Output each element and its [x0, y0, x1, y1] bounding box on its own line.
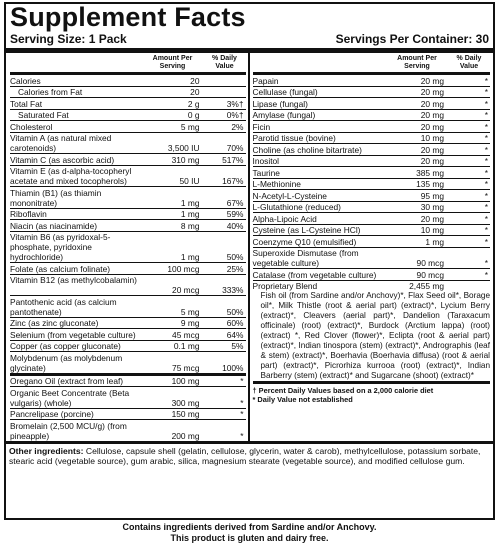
nutrient-row	[253, 212, 491, 224]
nutrient-name: Alpha-Lipoic Acid	[252, 213, 317, 224]
nutrient-row	[253, 189, 491, 201]
right-nutrient-list	[253, 75, 491, 280]
nutrient-row	[10, 231, 246, 263]
nutrient-name: N-Acetyl-L-Cysteine	[252, 190, 327, 201]
nutrient-daily-value: 333%	[222, 285, 244, 295]
nutrient-daily-value: 0%†	[226, 110, 244, 120]
nutrient-daily-value	[204, 75, 246, 86]
nutrient-name: Inositol	[252, 156, 280, 166]
nutrient-daily-value: 64%	[226, 329, 244, 340]
nutrient-daily-value: *	[240, 397, 244, 408]
nutrient-daily-value: *	[240, 409, 244, 419]
nutrient-amount: 3,500 IU	[167, 143, 200, 153]
nutrient-daily-value: 59%	[226, 209, 244, 219]
nutrient-daily-value: *	[484, 75, 488, 86]
nutrient-daily-value: 50%	[226, 252, 244, 262]
nutrient-row	[253, 75, 491, 86]
footer-statement	[4, 522, 495, 544]
nutrient-row	[253, 109, 491, 121]
nutrient-name: Pancrelipase (porcine)	[10, 409, 94, 419]
nutrient-amount: 9 mg	[180, 318, 200, 328]
nutrient-name: Ficin	[252, 121, 271, 132]
left-nutrient-list	[10, 75, 246, 441]
nutrient-row	[10, 274, 246, 296]
nutrient-amount: 5 mg	[180, 121, 200, 132]
nutrient-amount: 300 mg	[171, 397, 200, 408]
nutrient-amount: 10 mg	[420, 225, 444, 235]
nutrient-name: Molybdenum (as molybdenum glycinate)	[10, 352, 123, 373]
nutrient-row	[10, 109, 246, 121]
nutrient-row	[10, 317, 246, 329]
nutrient-daily-value	[204, 87, 246, 98]
amount-header: Amount Per Serving	[152, 55, 193, 70]
nutrient-daily-value: *	[484, 225, 488, 235]
nutrient-row	[10, 75, 246, 86]
nutrient-name: Amylase (fungal)	[252, 110, 316, 120]
nutrient-name: Papain	[252, 75, 279, 86]
nutrient-amount: 20 mg	[420, 75, 444, 86]
nutrient-amount: 1 mg	[180, 209, 200, 219]
nutrient-row	[10, 262, 246, 274]
nutrient-daily-value: *	[484, 156, 488, 166]
nutrient-daily-value: *	[484, 236, 488, 247]
nutrient-amount: 1 mg	[180, 252, 200, 262]
nutrient-row	[253, 235, 491, 247]
nutrient-name: Selenium (from vegetable culture)	[10, 329, 136, 340]
nutrient-name: Vitamin E (as d-alpha-tocopheryl acetate and mixed tocopherols)	[10, 166, 132, 186]
nutrient-name: Vitamin A (as natural mixed carotenoids)	[10, 133, 112, 153]
footnote-dagger: † Percent Daily Values based on a 2,000 calorie diet	[252, 385, 434, 395]
left-column	[6, 53, 250, 441]
nutrient-daily-value: *	[484, 179, 488, 189]
nutrient-row	[10, 132, 246, 154]
nutrient-amount: 135 mg	[416, 179, 444, 189]
nutrient-amount: 5 mg	[180, 306, 200, 317]
nutrient-amount: 200 mg	[171, 430, 200, 441]
nutrient-amount: 95 mg	[420, 190, 444, 201]
nutrient-name: Pantothenic acid (as calcium pantothenate)	[10, 296, 117, 317]
nutrient-daily-value: *	[484, 213, 488, 224]
nutrient-name: Riboflavin	[10, 209, 47, 219]
nutrient-amount: 20 mg	[420, 213, 444, 224]
nutrient-daily-value: *	[484, 98, 488, 109]
nutrient-name: Cysteine (as L-Cysteine HCl)	[252, 225, 361, 235]
nutrient-name: Saturated Fat	[18, 110, 69, 120]
nutrient-amount: 20	[190, 75, 200, 86]
nutrient-amount: 20 mg	[420, 121, 444, 132]
facts-columns	[6, 53, 493, 441]
nutrient-amount: 385 mg	[416, 167, 444, 178]
nutrient-row	[10, 153, 246, 165]
nutrient-daily-value: 67%	[226, 197, 244, 208]
daily-value-header: % Daily Value	[456, 55, 482, 70]
nutrient-name: Organic Beet Concentrate (Beta vulgaris) (whole)	[10, 387, 130, 408]
nutrient-daily-value: *	[484, 190, 488, 201]
nutrient-name: Copper (as copper gluconate)	[10, 341, 121, 351]
nutrient-daily-value: 2%	[231, 121, 244, 132]
nutrient-daily-value: 60%	[226, 318, 244, 328]
nutrient-row	[253, 97, 491, 109]
blend-name: Proprietary Blend	[252, 280, 318, 291]
nutrient-daily-value: *	[484, 258, 488, 268]
nutrient-row	[253, 86, 491, 98]
nutrient-amount: 2 g	[187, 98, 200, 109]
nutrient-daily-value: *	[484, 121, 488, 132]
nutrient-name: Vitamin C (as ascorbic acid)	[10, 154, 115, 165]
proprietary-blend-row	[253, 280, 491, 291]
nutrient-daily-value: 50%	[226, 306, 244, 317]
nutrient-name: Choline (as choline bitartrate)	[252, 144, 362, 155]
nutrient-daily-value: *	[484, 144, 488, 155]
nutrient-amount: 75 mcg	[172, 362, 200, 373]
daily-value-header: % Daily Value	[212, 55, 237, 70]
nutrient-amount: 20	[190, 87, 200, 97]
nutrient-amount: 10 mg	[420, 133, 444, 143]
nutrient-row	[10, 373, 246, 387]
nutrient-daily-value: 40%	[226, 220, 244, 231]
nutrient-name: Vitamin B6 (as pyridoxal-5-phosphate, pyridoxine hydrochloride)	[10, 232, 111, 262]
nutrient-amount: 150 mg	[171, 409, 200, 419]
nutrient-name: Parotid tissue (bovine)	[252, 133, 336, 143]
nutrient-amount: 20 mg	[420, 144, 444, 155]
nutrient-amount: 310 mg	[171, 154, 200, 165]
other-ingredients	[6, 441, 493, 467]
footnote-asterisk: * Daily Value not established	[252, 394, 353, 404]
nutrient-amount: 90 mcg	[416, 258, 444, 268]
nutrient-name: Cholesterol	[10, 121, 53, 132]
nutrient-name: Cellulase (fungal)	[252, 87, 318, 97]
nutrient-name: Lipase (fungal)	[252, 98, 308, 109]
nutrient-row	[253, 178, 491, 190]
nutrient-name: L-Glutathione (reduced)	[252, 202, 341, 212]
nutrient-name: Zinc (as zinc gluconate)	[10, 318, 99, 328]
nutrient-name: Superoxide Dismutase (from vegetable culture)	[252, 248, 359, 268]
left-column-header	[10, 53, 246, 72]
nutrient-amount: 0.1 mg	[173, 341, 200, 351]
right-column	[250, 53, 494, 441]
nutrient-amount: 100 mg	[171, 376, 200, 386]
nutrient-row	[253, 224, 491, 236]
servings-per-container: Servings Per Container: 30	[335, 32, 489, 46]
nutrient-name: Oregano Oil (extract from leaf)	[10, 376, 124, 386]
nutrient-daily-value: 5%	[231, 341, 244, 351]
nutrient-daily-value: *	[240, 376, 244, 386]
nutrient-name: Total Fat	[10, 98, 43, 109]
nutrient-daily-value: 100%	[222, 362, 244, 373]
nutrient-amount: 90 mcg	[416, 269, 444, 280]
nutrient-row	[10, 165, 246, 187]
panel-title: Supplement Facts	[10, 2, 246, 32]
nutrient-row	[253, 155, 491, 167]
nutrient-row	[10, 97, 246, 109]
nutrient-amount: 20 mg	[420, 110, 444, 120]
nutrient-name: Calories from Fat	[18, 87, 83, 97]
nutrient-row	[253, 143, 491, 155]
nutrient-daily-value: 70%	[226, 143, 244, 153]
nutrient-daily-value: *	[484, 167, 488, 178]
blend-ingredients: Fish oil (from Sardine and/or Anchovy)*, Flax Seed oil*, Borage oil*, Milk Thistle (root & aerial part) (extract)*, Lycium Berry (extract)*, Cleavers (aerial part)*, Dandelion (Taraxacum officinale) (root) (extract)*, Burdock (Arctium lappa) (root) (extract) *, Red Clover (flower)*, Eclipta (root & aerial part) (extract)*, Indian tinospora (stem) (extract)*, Andrographis (leaf & stem) (extract)*, Boerhavia (Boerhavia diffusa) (root & aerial part) (extract)*, Picrorhiza kurrooa (root) (extract)*, Indian Barberry (stem) (extract)* and Sugarcane (shoot) (extract)*	[260, 290, 490, 380]
nutrient-row	[253, 268, 491, 280]
supplement-facts-panel	[4, 2, 495, 520]
nutrient-daily-value: *	[484, 87, 488, 97]
nutrient-amount: 0 g	[187, 110, 200, 120]
nutrient-name: L-Methionine	[252, 179, 301, 189]
nutrient-name: Bromelain (2,500 MCU/g) (from pineapple)	[10, 420, 127, 441]
footnotes	[253, 381, 491, 404]
serving-size: Serving Size: 1 Pack	[10, 32, 127, 46]
nutrient-row	[10, 208, 246, 220]
amount-header: Amount Per Serving	[397, 55, 437, 70]
nutrient-row	[253, 132, 491, 144]
nutrient-daily-value: *	[484, 110, 488, 120]
nutrient-name: Calories	[10, 75, 41, 86]
blend-amount: 2,455 mg	[409, 280, 444, 291]
other-ingredients-label: Other ingredients:	[9, 445, 84, 456]
nutrient-row	[10, 86, 246, 98]
nutrient-row	[10, 186, 246, 208]
nutrient-row	[10, 351, 246, 373]
nutrient-daily-value: *	[484, 133, 488, 143]
nutrient-daily-value: 517%	[222, 154, 244, 165]
nutrient-amount: 1 mg	[425, 236, 444, 247]
nutrient-row	[253, 166, 491, 178]
nutrient-amount: 8 mg	[180, 220, 200, 231]
nutrient-name: Folate (as calcium folinate)	[10, 263, 111, 274]
other-ingredients-text: Cellulose, capsule shell (gelatin, cellulose, glycerin, water & carob), methylcellulose, potassium sorbate, stearic acid (vegetable source), gum arabic, silica, magnesium stearate (vegetable source), and modified cellulose gum.	[9, 445, 481, 466]
nutrient-row	[10, 340, 246, 352]
nutrient-amount: 20 mg	[420, 156, 444, 166]
nutrient-row	[10, 295, 246, 317]
nutrient-name: Vitamin B12 (as methylcobalamin)	[10, 275, 137, 285]
nutrient-daily-value: 3%†	[226, 98, 244, 109]
footer-line-allergen: Contains ingredients derived from Sardine and/or Anchovy.	[122, 522, 377, 532]
footer-line-gluten: This product is gluten and dairy free.	[170, 533, 329, 543]
nutrient-amount: 20 mcg	[172, 285, 200, 295]
nutrient-row	[253, 120, 491, 132]
nutrient-row	[10, 120, 246, 132]
nutrient-row	[253, 247, 491, 269]
right-column-header	[253, 53, 491, 72]
nutrient-amount: 45 mcg	[172, 329, 200, 340]
nutrient-amount: 30 mg	[420, 202, 444, 212]
nutrient-row	[253, 201, 491, 213]
nutrient-name: Thiamin (B1) (as thiamin mononitrate)	[10, 187, 102, 208]
nutrient-name: Niacin (as niacinamide)	[10, 220, 98, 231]
nutrient-row	[10, 386, 246, 408]
nutrient-amount: 1 mg	[180, 197, 200, 208]
nutrient-amount: 20 mg	[420, 87, 444, 97]
nutrient-daily-value: 167%	[222, 176, 244, 186]
nutrient-amount: 20 mg	[420, 98, 444, 109]
nutrient-row	[10, 328, 246, 340]
nutrient-daily-value: *	[484, 269, 488, 280]
serving-info	[6, 32, 493, 47]
nutrient-amount: 100 mcg	[167, 263, 200, 274]
nutrient-name: Coenzyme Q10 (emulsified)	[252, 236, 357, 247]
nutrient-daily-value: *	[240, 430, 244, 441]
nutrient-name: Catalase (from vegetable culture)	[252, 269, 377, 280]
nutrient-row	[10, 219, 246, 231]
nutrient-amount: 50 IU	[179, 176, 200, 186]
nutrient-name: Taurine	[252, 167, 280, 178]
nutrient-daily-value: 25%	[226, 263, 244, 274]
nutrient-row	[10, 419, 246, 441]
nutrient-daily-value: *	[484, 202, 488, 212]
nutrient-row	[10, 408, 246, 420]
